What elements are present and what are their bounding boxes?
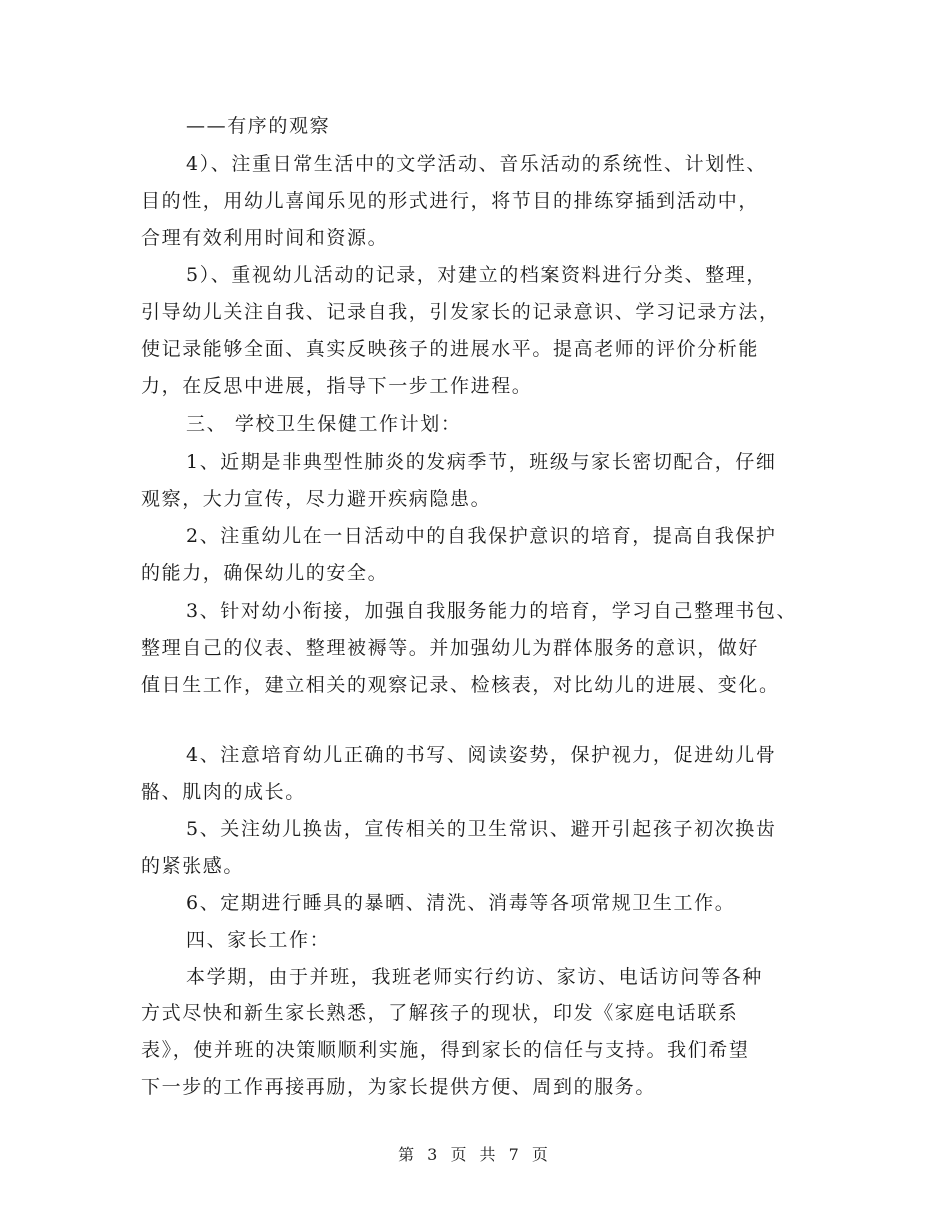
text-line-7: 使记录能够全面、真实反映孩子的进展水平。提高老师的评价分析能 <box>141 338 760 360</box>
text-line-13: 的能力，确保幼儿的安全。 <box>141 562 389 584</box>
text-line-25: 表》，使并班的决策顺顺利实施，得到家长的信任与支持。我们希望 <box>141 1039 750 1061</box>
text-line-14: 3、针对幼小衔接，加强自我服务能力的培育，学习自己整理书包、 <box>186 600 798 622</box>
text-line-8: 力，在反思中进展，指导下一步工作进程。 <box>141 375 533 397</box>
text-line-24: 方式尽快和新生家长熟悉，了解孩子的现状，印发《家庭电话联系 <box>141 1002 739 1024</box>
text-line-26: 下一步的工作再接再励，为家长提供方便、周到的服务。 <box>141 1076 657 1098</box>
text-line-12: 2、注重幼儿在一日活动中的自我保护意识的培育，提高自我保护 <box>186 525 777 547</box>
text-line-1: ——有序的观察 <box>186 115 331 137</box>
text-line-6: 引导幼儿关注自我、记录自我，引发家长的记录意识、学习记录方法， <box>141 301 780 323</box>
text-line-23: 本学期，由于并班，我班老师实行约访、家访、电话访问等各种 <box>186 966 763 988</box>
text-line-5: 5）、重视幼儿活动的记录，对建立的档案资料进行分类、整理， <box>186 264 767 286</box>
text-line-16: 值日生工作，建立相关的观察记录、检核表，对比幼儿的进展、变化。 <box>141 674 780 696</box>
page-number-footer: 第 3 页 共 7 页 <box>398 1145 552 1164</box>
text-line-21: 6、定期进行睡具的暴晒、清洗、消毒等各项常规卫生工作。 <box>186 892 736 914</box>
text-line-15: 整理自己的仪表、整理被褥等。并加强幼儿为群体服务的意识，做好 <box>141 637 760 659</box>
text-line-18: 骼、肌肉的成长。 <box>141 781 306 803</box>
text-line-3: 目的性，用幼儿喜闻乐见的形式进行，将节目的排练穿插到活动中， <box>141 190 760 212</box>
section-heading-3: 三、 学校卫生保健工作计划： <box>186 413 462 435</box>
section-heading-4: 四、家长工作： <box>186 929 331 951</box>
text-line-20: 的紧张感。 <box>141 855 245 877</box>
text-line-19: 5、关注幼儿换齿，宣传相关的卫生常识、避开引起孩子初次换齿 <box>186 818 777 840</box>
text-line-17: 4、注意培育幼儿正确的书写、阅读姿势，保护视力，促进幼儿骨 <box>186 744 777 766</box>
text-line-11: 观察，大力宣传，尽力避开疾病隐患。 <box>141 488 492 510</box>
text-line-4: 合理有效利用时间和资源。 <box>141 227 389 249</box>
text-line-10: 1、近期是非典型性肺炎的发病季节，班级与家长密切配合，仔细 <box>186 451 777 473</box>
text-line-2: 4）、注重日常生活中的文学活动、音乐活动的系统性、计划性、 <box>186 153 767 175</box>
